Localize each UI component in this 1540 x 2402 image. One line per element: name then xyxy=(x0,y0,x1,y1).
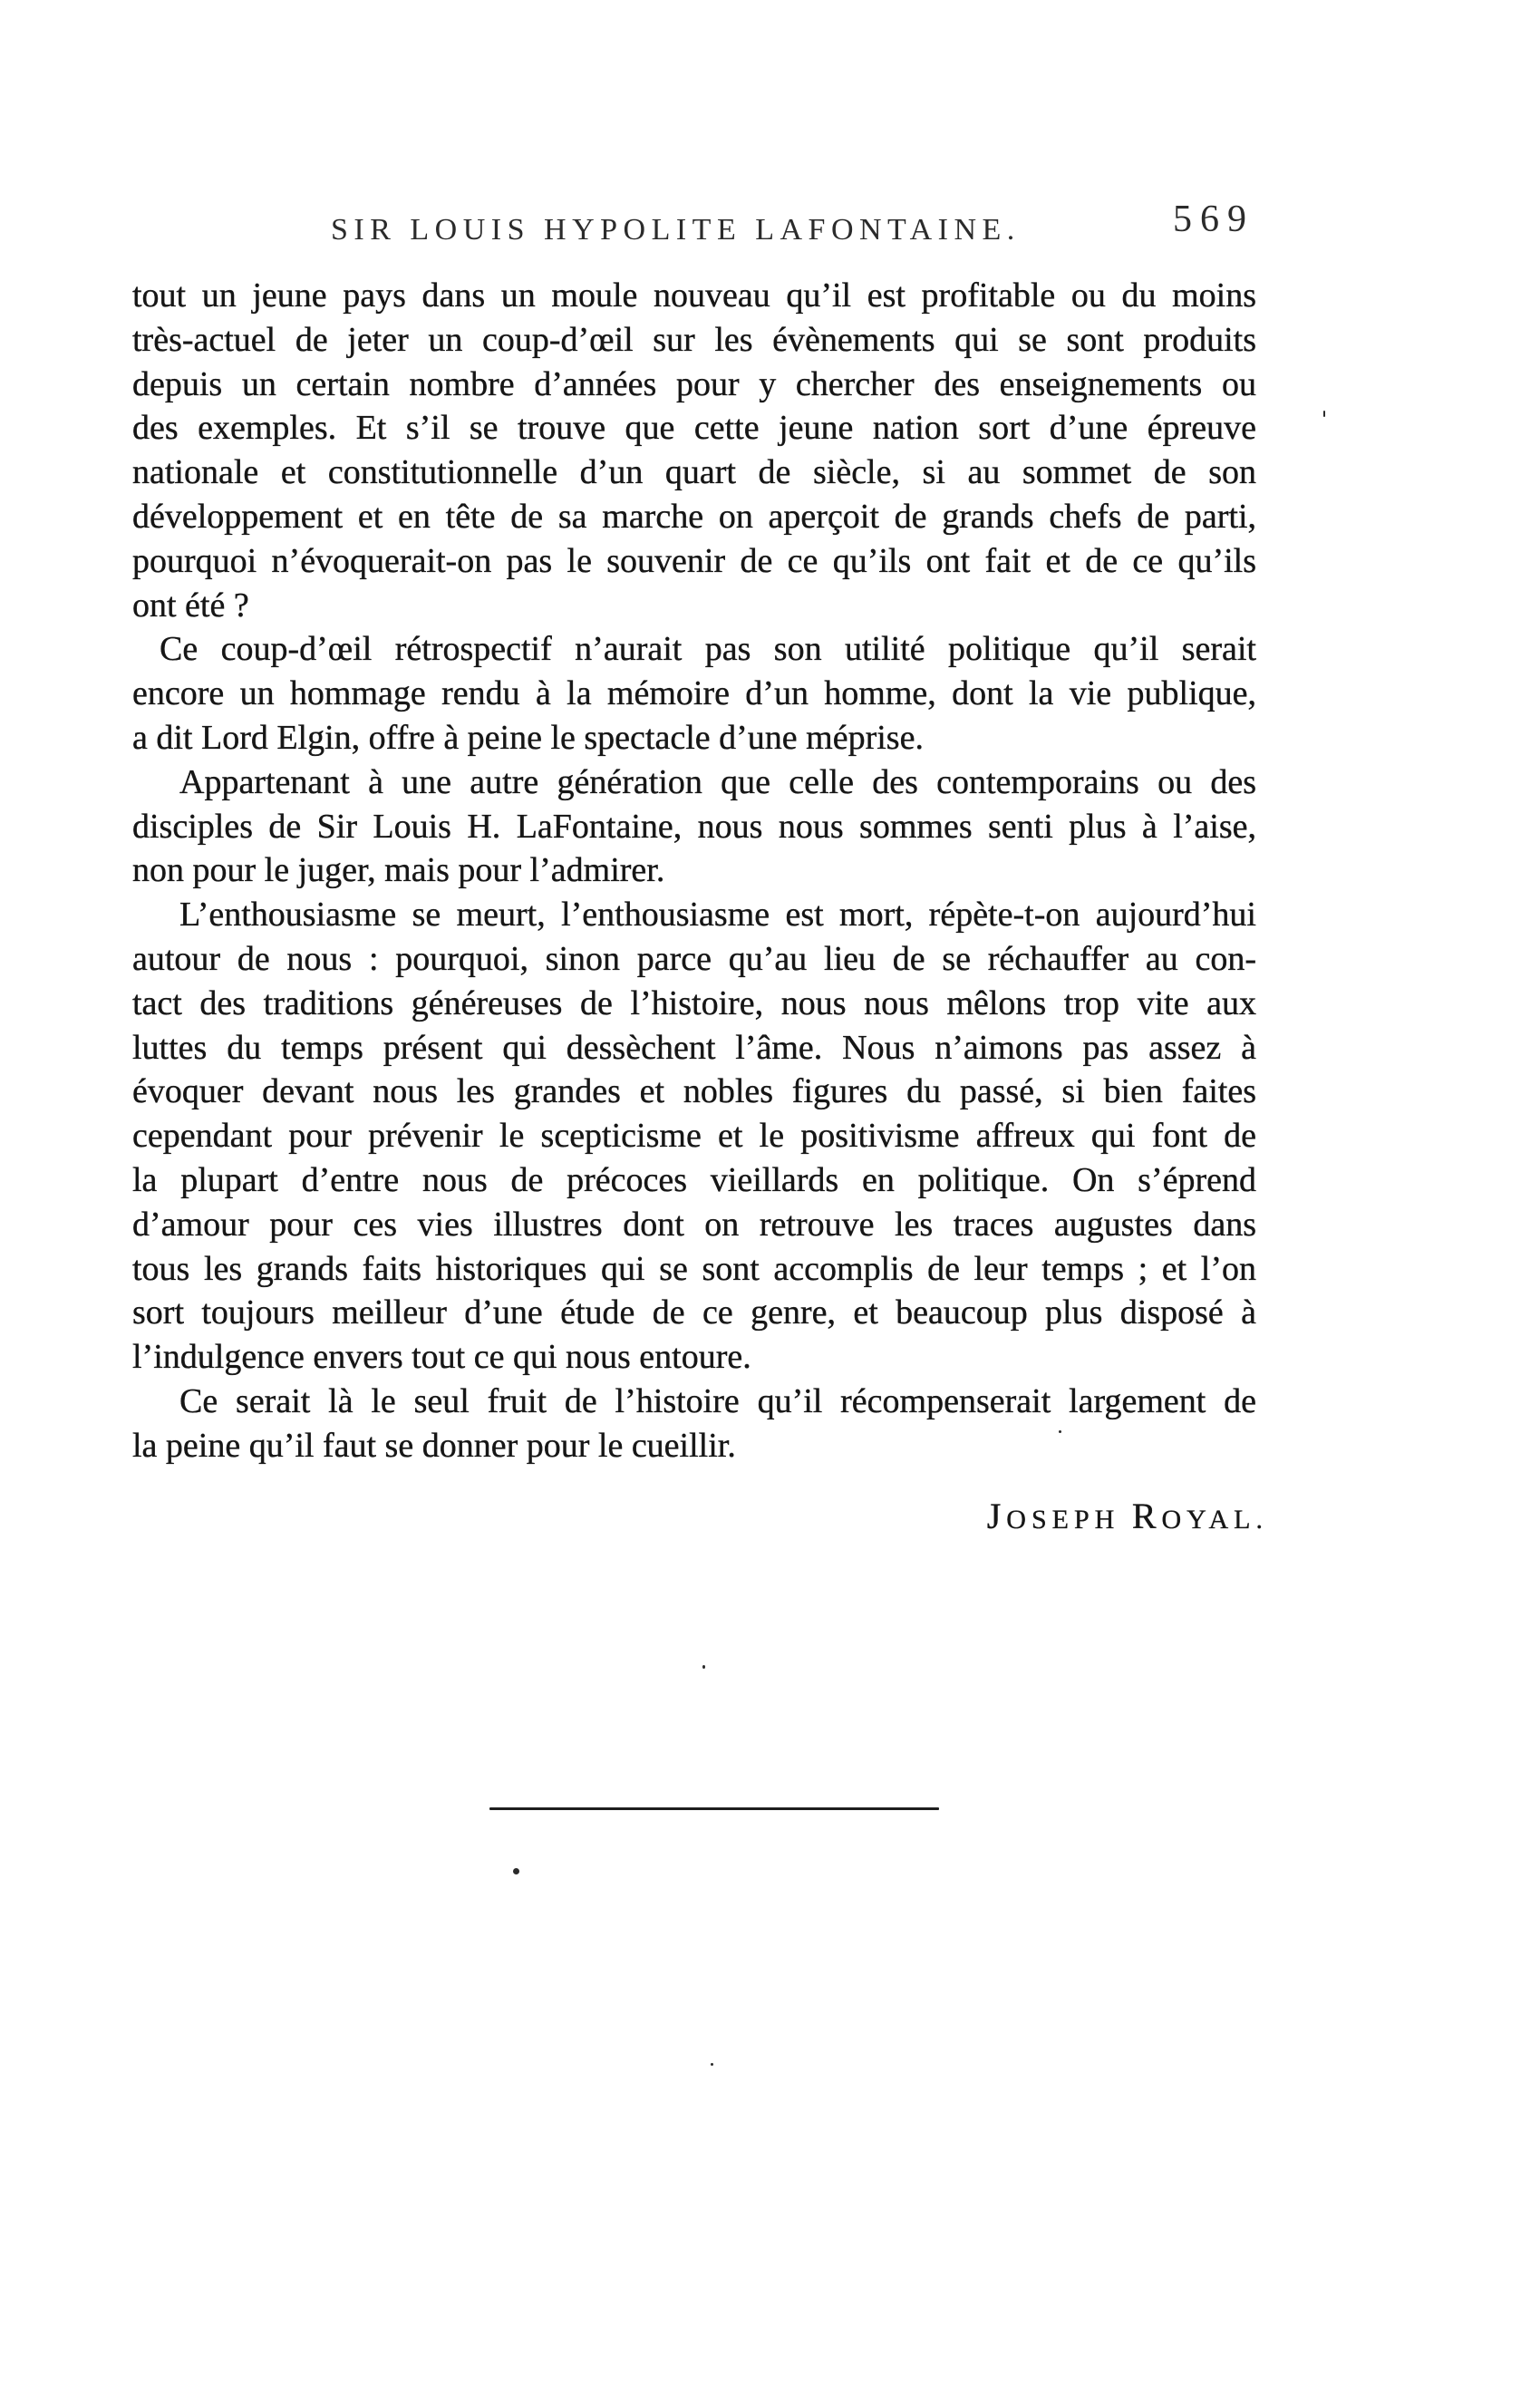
text-line: évoquer devant nous les grandes et nobles figures du passé, si bien faites xyxy=(132,1072,1256,1111)
signature-initial: R xyxy=(1131,1496,1162,1536)
text-line: pourquoi n’évoquerait-on pas le souvenir de ce qu’ils ont fait et de ce qu’ils xyxy=(132,541,1256,580)
text-line: Appartenant à une autre génération que celle des contemporains ou des xyxy=(179,762,1256,801)
text-line: la peine qu’il faut se donner pour le cueillir. xyxy=(132,1426,736,1465)
text-line: a dit Lord Elgin, offre à peine le spectacle d’une méprise. xyxy=(132,718,924,757)
signature-initial: J xyxy=(986,1496,1007,1536)
text-line: développement et en tête de sa marche on aperçoit de grands chefs de parti, xyxy=(132,497,1256,536)
paragraph xyxy=(132,627,1256,760)
text-line: non pour le juger, mais pour l’admirer. xyxy=(132,851,665,890)
horizontal-rule xyxy=(489,1807,939,1810)
text-line: la plupart d’entre nous de précoces vieillards en politique. On s’éprend xyxy=(132,1160,1256,1199)
text-line: tact des traditions généreuses de l’histoire, nous nous mêlons trop vite aux xyxy=(132,983,1256,1022)
paragraph xyxy=(132,274,1256,627)
text-line: sort toujours meilleur d’une étude de ce genre, et beaucoup plus disposé à xyxy=(132,1293,1256,1332)
text-line: ont été ? xyxy=(132,586,249,625)
page-number: 569 xyxy=(1173,199,1254,240)
text-line: tous les grands faits historiques qui se sont accomplis de leur temps ; et l’on xyxy=(132,1249,1256,1288)
text-line: Ce serait là le seul fruit de l’histoire qu’il récompenserait largement de xyxy=(179,1381,1256,1420)
text-line: Ce coup-d’œil rétrospectif n’aurait pas son utilité politique qu’il serait xyxy=(160,630,1256,669)
text-line: depuis un certain nombre d’années pour y chercher des enseignements ou xyxy=(132,364,1256,403)
text-line: très-actuel de jeter un coup-d’œil sur les évènements qui se sont produits xyxy=(132,320,1256,359)
text-line: cependant pour prévenir le scepticisme et le positivisme affreux qui font de xyxy=(132,1117,1256,1156)
text-line: d’amour pour ces vies illustres dont on retrouve les traces augustes dans xyxy=(132,1205,1256,1244)
scan-speck xyxy=(1059,1430,1061,1433)
paragraph xyxy=(132,760,1256,893)
scan-speck xyxy=(513,1868,519,1874)
text-line: encore un hommage rendu à la mémoire d’un homme, dont la vie publique, xyxy=(132,674,1256,713)
scan-speck xyxy=(702,1665,705,1669)
text-line: disciples de Sir Louis H. LaFontaine, nous nous sommes senti plus à l’aise, xyxy=(132,807,1256,846)
paragraph xyxy=(132,893,1256,1380)
text-line: autour de nous : pourquoi, sinon parce qu’au lieu de se réchauffer au con- xyxy=(132,939,1256,978)
text-line: luttes du temps présent qui dessèchent l’âme. Nous n’aimons pas assez à xyxy=(132,1028,1256,1067)
text-line: tout un jeune pays dans un moule nouveau qu’il est profitable ou du moins xyxy=(132,276,1256,315)
scan-speck xyxy=(1323,411,1325,417)
text-line: l’indulgence envers tout ce qui nous entoure. xyxy=(132,1338,751,1377)
body-text xyxy=(132,274,1256,1468)
scan-speck xyxy=(711,2063,713,2066)
running-title: SIR LOUIS HYPOLITE LAFONTAINE. xyxy=(331,213,1021,247)
paragraph xyxy=(132,1380,1256,1468)
text-line: nationale et constitutionnelle d’un quart de siècle, si au sommet de son xyxy=(132,453,1256,492)
author-signature: JOSEPH ROYAL. xyxy=(986,1496,1268,1536)
text-line: des exemples. Et s’il se trouve que cette jeune nation sort d’une épreuve xyxy=(132,409,1256,448)
text-line: L’enthousiasme se meurt, l’enthousiasme est mort, répète-t-on aujourd’hui xyxy=(179,896,1256,935)
